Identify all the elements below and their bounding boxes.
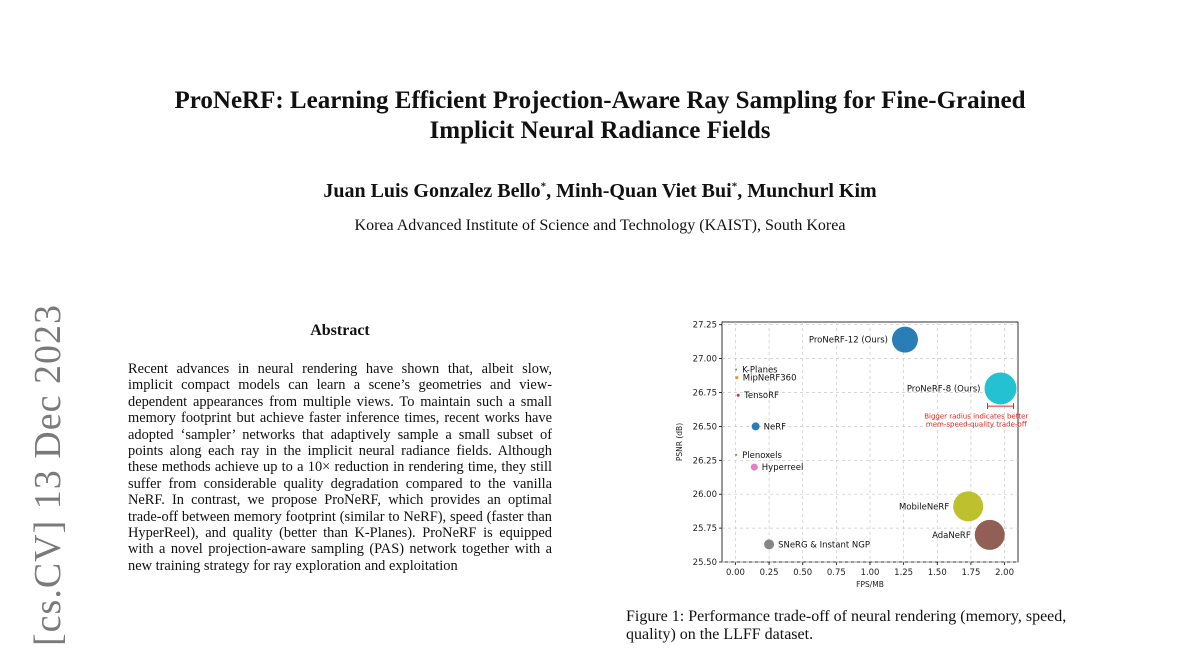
data-point (975, 520, 1005, 550)
data-point (985, 372, 1017, 404)
trade-off-annotation-line-2: mem-speed-quality trade-off (925, 420, 1027, 429)
arxiv-identifier (0, 300, 96, 648)
x-tick-label: 2.00 (995, 568, 1015, 578)
author-name: Juan Luis Gonzalez Bello (323, 180, 541, 202)
paper-title-line-1: ProNeRF: Learning Efficient Projection-Aware Ray Sampling for Fine-Grained (174, 87, 1026, 114)
data-point-label: NeRF (763, 422, 787, 433)
data-point (737, 394, 740, 397)
abstract-heading: Abstract (310, 322, 370, 339)
x-tick-label: 0.50 (793, 568, 813, 578)
author-mark: * (540, 180, 547, 193)
y-tick-label: 26.25 (692, 456, 717, 467)
data-point-label: TensoRF (744, 391, 779, 402)
data-point-label: MipNeRF360 (742, 373, 797, 384)
data-point-label: SNeRG & Instant NGP (778, 540, 870, 551)
y-tick-label: 26.00 (692, 490, 717, 501)
author-name: Munchurl Kim (747, 180, 877, 202)
x-tick-label: 1.50 (927, 568, 947, 578)
author-list: Juan Luis Gonzalez Bello*, Minh-Quan Viet Bui*, Munchurl Kim (323, 180, 877, 202)
data-point (752, 422, 760, 430)
y-tick-label: 25.75 (692, 524, 717, 535)
y-tick-label: 27.00 (692, 354, 717, 365)
y-axis-label: PSNR (dB) (675, 422, 684, 462)
data-point-label: MobileNeRF (898, 502, 950, 513)
data-point (735, 368, 737, 370)
data-point (735, 454, 737, 456)
data-point-label: ProNeRF-8 (Ours) (906, 384, 981, 395)
y-tick-label: 27.25 (692, 320, 717, 331)
data-point (735, 376, 738, 379)
x-tick-label: 1.00 (860, 568, 880, 578)
paper-title-line-2: Implicit Neural Radiance Fields (429, 117, 771, 144)
data-point-label: Hyperreel (761, 463, 804, 474)
data-point-label: AdaNeRF (932, 530, 971, 541)
paper-title (100, 86, 1100, 146)
y-tick-label: 26.50 (692, 422, 717, 433)
data-point-label: ProNeRF-12 (Ours) (808, 335, 888, 346)
data-point (751, 464, 758, 471)
x-tick-label: 1.75 (961, 568, 981, 578)
performance-chart (660, 310, 1060, 600)
y-tick-label: 25.50 (692, 558, 717, 568)
x-tick-label: 0.75 (826, 568, 846, 578)
y-tick-label: 26.75 (692, 388, 717, 399)
figure-caption: Figure 1: Performance trade-off of neural rendering (memory, speed, quality) on the LLFF dataset. (626, 608, 1067, 643)
x-tick-label: 0.00 (725, 568, 745, 578)
author-name: Minh-Quan Viet Bui (556, 180, 732, 202)
data-point (953, 491, 983, 521)
arxiv-identifier-text: [cs.CV] 13 Dec 2023 (27, 304, 69, 646)
author-mark: * (731, 180, 738, 193)
x-axis-label: FPS/MB (856, 580, 884, 589)
performance-chart-svg (660, 310, 1060, 600)
data-point (892, 327, 918, 353)
affiliation: Korea Advanced Institute of Science and Technology (KAIST), South Korea (354, 217, 846, 234)
trade-off-annotation-line-1: Bigger radius indicates better (924, 412, 1029, 421)
x-tick-label: 1.25 (894, 568, 914, 578)
data-point-label: K-Planes (742, 365, 778, 376)
data-point-label: Plenoxels (742, 450, 782, 461)
data-point (764, 539, 774, 549)
x-tick-label: 0.25 (759, 568, 779, 578)
abstract-body: Recent advances in neural rendering have shown that, albeit slow, implicit compact models can learn a scene’s geometries and view-dependent appearances from multiple views. To maintain such a small memory footprint but achieve faster inference times, recent works have adopted ‘sampler’ networks that adaptively sample a small subset of points along each ray in the implicit neural radiance fields. Although these methods achieve up to a 10× reduction in rendering time, they still suffer from considerable quality degradation compared to the vanilla NeRF. In contrast, we propose ProNeRF, which provides an optimal trade-off between memory footprint (similar to NeRF), speed (faster than HyperReel), and quality (better than K-Planes). ProNeRF is equipped with a novel projection-aware sampling (PAS) network together with a new training strategy for ray exploration and exploitation (128, 361, 552, 574)
